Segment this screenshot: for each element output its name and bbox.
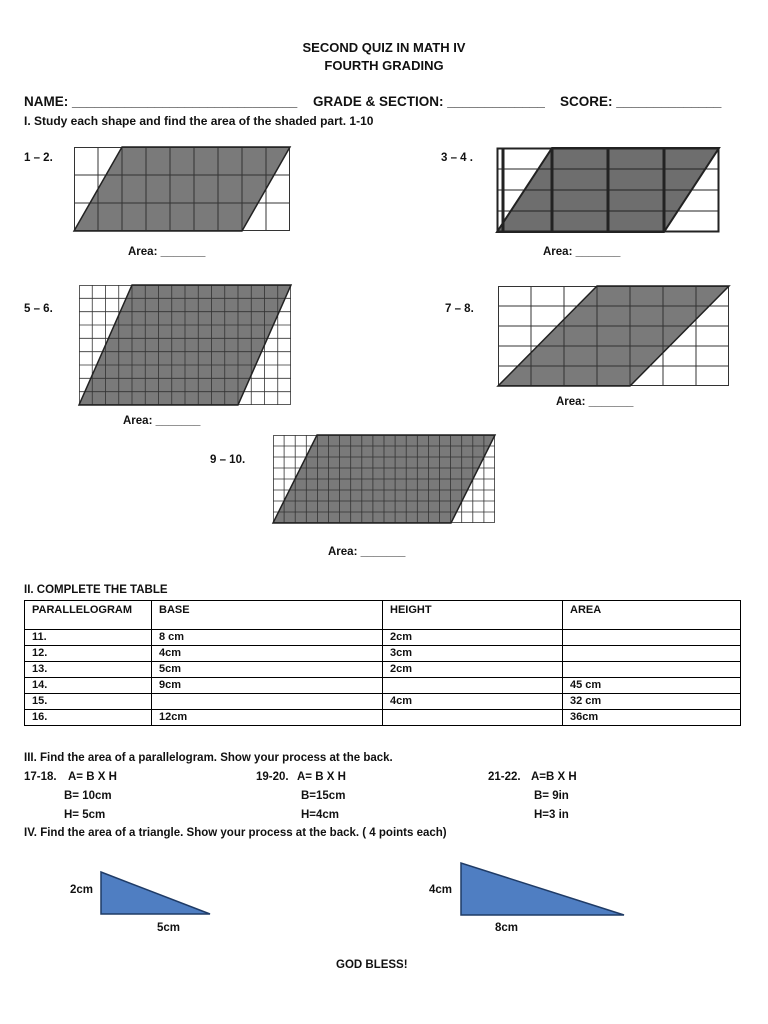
quiz-subtitle: FOURTH GRADING [324,58,444,73]
table-cell: 4cm [383,694,563,710]
right-triangle [461,863,624,915]
shaded-parallelogram [498,286,729,386]
table-cell: 2cm [383,662,563,678]
quiz-title: SECOND QUIZ IN MATH IV [302,40,466,55]
shape-label-9-10: 9 – 10. [210,454,246,466]
column-header: PARALLELOGRAM [25,601,152,630]
parallelogram-figure-1-2 [74,147,290,231]
shape-label-3-4: 3 – 4 . [441,152,473,164]
table-cell [563,630,741,646]
table-cell: 11. [25,630,152,646]
score-field-label: SCORE: ______________ [560,94,722,109]
problem-formula: A= B X H [297,771,346,783]
problem-base: B= 9in [534,790,569,802]
table-cell [383,678,563,694]
triangle-base-label: 8cm [495,922,519,934]
part2-heading: II. COMPLETE THE TABLE [24,584,168,596]
triangle-figure-1 [100,871,212,915]
table-header-row [25,601,741,630]
shape-label-1-2: 1 – 2. [24,152,53,164]
parallelogram-figure-7-8 [498,286,729,386]
column-header: BASE [152,601,383,630]
table-row [25,678,741,694]
grid-lines [273,435,495,523]
closing-message: GOD BLESS! [336,959,408,971]
problem-number: 17-18. [24,771,57,783]
parallelogram-figure-9-10 [273,435,495,523]
table-cell [563,646,741,662]
name-field-label: NAME: ______________________________ [24,94,298,109]
table-cell: 3cm [383,646,563,662]
problem-height: H=4cm [301,809,340,821]
area-blank-5-6: Area: _______ [123,415,201,427]
column-header: HEIGHT [383,601,563,630]
table-cell: 36cm [563,710,741,726]
table-row [25,646,741,662]
triangle-figure-2 [460,862,626,916]
table-row [25,694,741,710]
table-cell [152,694,383,710]
parallelogram-figure-3-4 [497,148,719,232]
table-cell: 32 cm [563,694,741,710]
shape-label-7-8: 7 – 8. [445,303,474,315]
problem-formula: A= B X H [68,771,117,783]
table-row [25,662,741,678]
parallelogram-figure-5-6 [79,285,291,405]
shape-label-5-6: 5 – 6. [24,303,53,315]
part1-instruction: I. Study each shape and find the area of the shaded part. 1-10 [24,114,374,128]
problem-base: B= 10cm [64,790,112,802]
part3-heading: III. Find the area of a parallelogram. Show your process at the back. [24,752,393,764]
problem-base: B=15cm [301,790,346,802]
table-cell: 9cm [152,678,383,694]
table-cell: 5cm [152,662,383,678]
problem-height: H= 5cm [64,809,106,821]
area-blank-3-4: Area: _______ [543,246,621,258]
triangle-base-label: 5cm [157,922,181,934]
table-cell: 2cm [383,630,563,646]
column-header: AREA [563,601,741,630]
table-row [25,710,741,726]
grade-section-field-label: GRADE & SECTION: _____________ [313,94,545,109]
table-cell [563,662,741,678]
parallelogram-table [24,600,741,726]
shaded-parallelogram [74,147,290,231]
table-cell: 15. [25,694,152,710]
table-cell: 14. [25,678,152,694]
table-cell: 16. [25,710,152,726]
triangle-height-label: 4cm [429,884,453,896]
problem-height: H=3 in [534,809,569,821]
problem-number: 21-22. [488,771,521,783]
right-triangle [101,872,210,914]
area-blank-9-10: Area: _______ [328,546,406,558]
table-cell: 8 cm [152,630,383,646]
area-blank-1-2: Area: _______ [128,246,206,258]
table-cell [383,710,563,726]
table-cell: 13. [25,662,152,678]
area-blank-7-8: Area: _______ [556,396,634,408]
table-cell: 12. [25,646,152,662]
problem-formula: A=B X H [531,771,577,783]
problem-number: 19-20. [256,771,289,783]
table-cell: 4cm [152,646,383,662]
triangle-height-label: 2cm [70,884,94,896]
table-row [25,630,741,646]
table-cell: 12cm [152,710,383,726]
table-cell: 45 cm [563,678,741,694]
part4-heading: IV. Find the area of a triangle. Show your process at the back. ( 4 points each) [24,827,447,839]
